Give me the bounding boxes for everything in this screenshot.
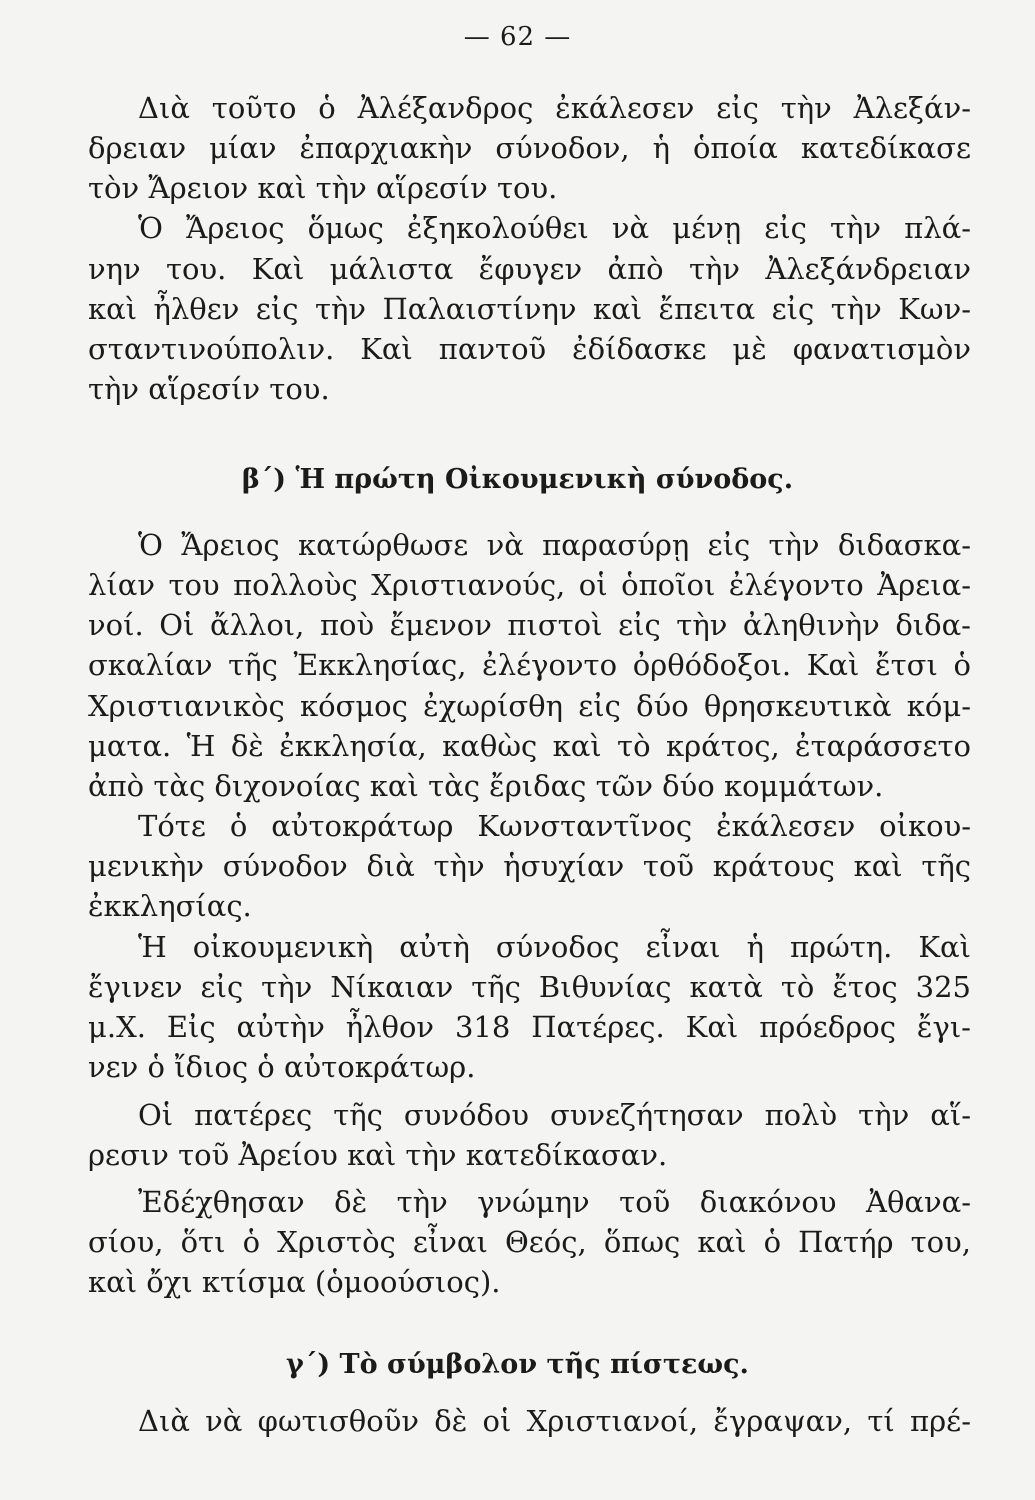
text-line: ἔγινεν εἰς τὴν Νίκαιαν τῆς Βιθυνίας κατὰ τὸ ἔτος 325 <box>88 970 971 1004</box>
text-line: ματα. Ἡ δὲ ἐκκλησία, καθὼς καὶ τὸ κράτος, ἐταράσσετο <box>88 729 971 763</box>
text-line: καὶ ἦλθεν εἰς τὴν Παλαιστίνην καὶ ἔπειτα εἰς τὴν Κων- <box>88 292 971 326</box>
text-line: Διὰ νὰ φωτισθοῦν δὲ οἱ Χριστιανοί, ἔγραψαν, τί πρέ- <box>138 1404 971 1438</box>
text-line: δρειαν μίαν ἐπαρχιακὴν σύνοδον, ἡ ὁποία κατεδίκασε <box>88 131 971 165</box>
text-line: καὶ ὄχι κτίσμα (ὁμοούσιος). <box>88 1265 501 1299</box>
text-line: ἐκκλησίας. <box>88 889 252 923</box>
text-line: λίαν του πολλοὺς Χριστιανούς, οἱ ὁποῖοι ἐλέγοντο Ἀρεια- <box>88 568 971 602</box>
section-heading: γ΄) Τὸ σύμβολον τῆς πίστεως. <box>286 1349 749 1380</box>
text-line: Ὁ Ἄρειος κατώρθωσε νὰ παρασύρῃ εἰς τὴν διδασκα- <box>138 528 971 562</box>
page-number: — 62 — <box>463 22 572 52</box>
text-line: ἀπὸ τὰς διχονοίας καὶ τὰς ἔριδας τῶν δύο κομμάτων. <box>88 769 884 803</box>
text-line: ρεσιν τοῦ Ἀρείου καὶ τὴν κατεδίκασαν. <box>88 1138 668 1172</box>
text-line: τὸν Ἄρειον καὶ τὴν αἵρεσίν του. <box>88 171 558 205</box>
text-line: Διὰ τοῦτο ὁ Ἀλέξανδρος ἐκάλεσεν εἰς τὴν Ἀλεξάν- <box>138 91 971 125</box>
text-line: Ἡ οἰκουμενικὴ αὐτὴ σύνοδος εἶναι ἡ πρώτη. Καὶ <box>138 930 971 964</box>
section-heading: β΄) Ἡ πρώτη Οἰκουμενικὴ σύνοδος. <box>241 464 794 495</box>
text-line: νην του. Καὶ μάλιστα ἔφυγεν ἀπὸ τὴν Ἀλεξάνδρειαν <box>88 252 971 286</box>
text-line: σκαλίαν τῆς Ἐκκλησίας, ἐλέγοντο ὀρθόδοξοι. Καὶ ἔτσι ὁ <box>88 648 971 682</box>
text-line: σίου, ὅτι ὁ Χριστὸς εἶναι Θεός, ὅπως καὶ ὁ Πατήρ του, <box>88 1225 971 1259</box>
text-line: μενικὴν σύνοδον διὰ τὴν ἡσυχίαν τοῦ κράτους καὶ τῆς <box>88 849 971 883</box>
text-line: μ.Χ. Εἰς αὐτὴν ἦλθον 318 Πατέρες. Καὶ πρόεδρος ἔγι- <box>88 1010 971 1044</box>
text-line: νοί. Οἱ ἄλλοι, ποὺ ἔμενον πιστοὶ εἰς τὴν ἀληθινὴν διδα- <box>88 608 971 642</box>
text-line: νεν ὁ ἴδιος ὁ αὐτοκράτωρ. <box>88 1050 476 1084</box>
text-line: Τότε ὁ αὐτοκράτωρ Κωνσταντῖνος ἐκάλεσεν οἰκου- <box>138 809 971 843</box>
text-line: Χριστιανικὸς κόσμος ἐχωρίσθη εἰς δύο θρησκευτικὰ κόμ- <box>88 689 971 723</box>
text-line: Ὁ Ἄρειος ὅμως ἐξηκολούθει νὰ μένῃ εἰς τὴν πλά- <box>138 211 971 245</box>
text-line: σταντινούπολιν. Καὶ παντοῦ ἐδίδασκε μὲ φανατισμὸν <box>88 332 971 366</box>
text-line: τὴν αἵρεσίν του. <box>88 372 330 406</box>
text-line: Ἐδέχθησαν δὲ τὴν γνώμην τοῦ διακόνου Ἀθανα- <box>138 1185 971 1219</box>
text-line: Οἱ πατέρες τῆς συνόδου συνεζήτησαν πολὺ τὴν αἵ- <box>138 1098 971 1132</box>
